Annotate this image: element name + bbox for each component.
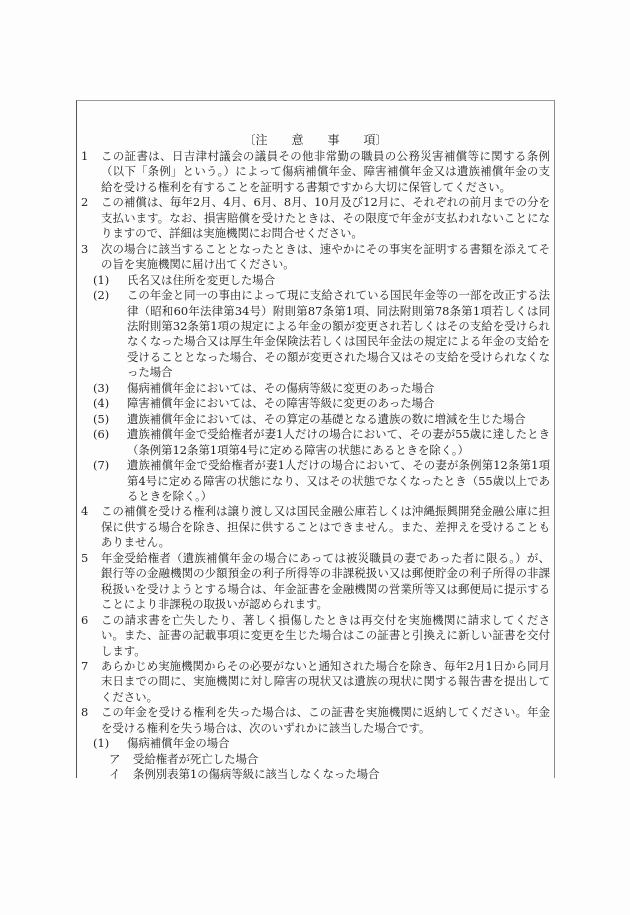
- item-text: あらかじめ実施機関からその必要がないと通知された場合を除き、毎年2月1日から同月末日までの間に、実施機関に対し障害の現状又は遺族の現状に関する報告書を提出してください。: [101, 658, 550, 704]
- notice-item-8: [81, 705, 550, 736]
- item-text: この補償は、毎年2月、4月、6月、8月、10月及び12月に、それぞれの前月までの分を支払います。なお、損害賠償を受けたときは、その限度で年金が支払われないことになりますので、詳細は実施機関にお問合せください。: [101, 195, 550, 241]
- sub-item-3-5: [81, 412, 550, 427]
- notice-item-2: [81, 195, 550, 241]
- sub-item-number: (1): [93, 736, 110, 751]
- sub-item-number: (6): [93, 427, 110, 442]
- sub-sub-item-8-1-i: [81, 767, 550, 782]
- sub-item-text: 傷病補償年金の場合: [127, 736, 230, 751]
- sub-item-number: (5): [93, 411, 110, 426]
- item-number: 7: [81, 658, 89, 673]
- sub-item-number: (4): [93, 396, 110, 411]
- notice-item-7: [81, 659, 550, 705]
- sub-sub-item-text: 受給権者が死亡した場合: [133, 751, 259, 766]
- sub-item-3-4: [81, 396, 550, 411]
- notice-body: [81, 149, 550, 783]
- item-number: 2: [81, 195, 89, 210]
- item-number: 8: [81, 705, 89, 720]
- item-text: 年金受給権者（遺族補償年金の場合にあっては被災職員の妻であった者に限る。）が、銀行等の金融機関の少額預金の利子所得等の非課税扱い又は郵便貯金の利子所得の非課税扱いを受けようとする場合は、年金証書を金融機関の営業所等又は郵便局に提示することにより非課税の取扱いが認められます。: [101, 550, 550, 612]
- item-text: この請求書を亡失したり、著しく損傷したときは再交付を実施機関に請求してください。また、証書の記載事項に変更を生じた場合はこの証書と引換えに新しい証書を交付します。: [101, 612, 550, 658]
- notice-item-5: [81, 551, 550, 613]
- sub-sub-item-text: 条例別表第1の傷病等級に該当しなくなった場合: [133, 767, 380, 782]
- sub-sub-item-marker: ア: [109, 751, 121, 766]
- sub-item-number: (2): [93, 288, 110, 303]
- sub-item-3-6: [81, 427, 550, 458]
- item-text: この証書は、日吉津村議会の議員その他非常勤の職員の公務災害補償等に関する条例（以下「条例」という。）によって傷病補償年金、障害補償年金又は遺族補償年金の支給を受ける権利を有することを証明する書類ですから大切に保管してください。: [101, 149, 550, 194]
- sub-item-8-1: [81, 736, 550, 751]
- sub-item-text: この年金と同一の事由によって現に支給されている国民年金等の一部を改正する法律（昭和60年法律第34号）附則第87条第1項、同法附則第78条第1項若しくは同法附則第32条第1項の規定による年金の額が変更され若しくはその支給を受けられなくなった場合又は厚生年金保険法若しくは国民年金法の規定による年金の支給を受けることとなった場合、その額が変更された場合又はその支給を受けられなくなった場合: [127, 288, 550, 380]
- sub-item-text: 遺族補償年金で受給権者が妻1人だけの場合において、その妻が55歳に達したとき（条例第12条第1項第4号に定める障害の状態にあるときを除く。）: [127, 427, 550, 457]
- sub-item-number: (1): [93, 272, 110, 287]
- item-number: 3: [81, 241, 89, 256]
- sub-sub-item-8-1-a: [81, 752, 550, 767]
- sub-sub-item-marker: イ: [109, 767, 121, 782]
- item-number: 4: [81, 504, 89, 519]
- item-text: この補償を受ける権利は譲り渡し又は国民金融公庫若しくは沖縄振興開発金融公庫に担保に供する場合を除き、担保に供することはできません。また、差押えを受けることもありません。: [101, 504, 550, 550]
- item-text: 次の場合に該当することとなったときは、速やかにその事実を証明する書類を添えてその旨を実施機関に届け出てください。: [101, 241, 550, 272]
- item-number: 1: [81, 149, 89, 163]
- item-number: 6: [81, 612, 89, 627]
- sub-item-text: 傷病補償年金においては、その傷病等級に変更のあった場合: [127, 380, 435, 395]
- notice-item-4: [81, 504, 550, 550]
- sub-item-text: 障害補償年金においては、その障害等級に変更のあった場合: [127, 396, 435, 411]
- sub-item-3-7: [81, 458, 550, 504]
- sub-item-text: 氏名又は住所を変更した場合: [127, 272, 276, 287]
- notice-item-6: [81, 613, 550, 659]
- notice-item-3: [81, 242, 550, 273]
- notice-item-1: [81, 149, 550, 195]
- sub-item-number: (3): [93, 380, 110, 395]
- sub-item-3-1: [81, 273, 550, 288]
- item-text: この年金を受ける権利を失った場合は、この証書を実施機関に返納してください。年金を受ける権利を失う場合は、次のいずれかに該当した場合です。: [101, 705, 550, 735]
- sub-item-3-2: [81, 288, 550, 381]
- sub-item-text: 遺族補償年金で受給権者が妻1人だけの場合において、その妻が条例第12条第1項第4号に定める障害の状態になり、又はその状態でなくなったとき（55歳以上であるときを除く。）: [127, 458, 550, 503]
- sub-item-3-3: [81, 381, 550, 396]
- notice-box: [76, 100, 555, 782]
- notice-title: 〔注 意 事 項〕: [243, 133, 388, 147]
- sub-item-text: 遺族補償年金においては、その算定の基礎となる遺族の数に増減を生じた場合: [127, 411, 526, 426]
- sub-item-number: (7): [93, 458, 110, 473]
- item-number: 5: [81, 550, 89, 565]
